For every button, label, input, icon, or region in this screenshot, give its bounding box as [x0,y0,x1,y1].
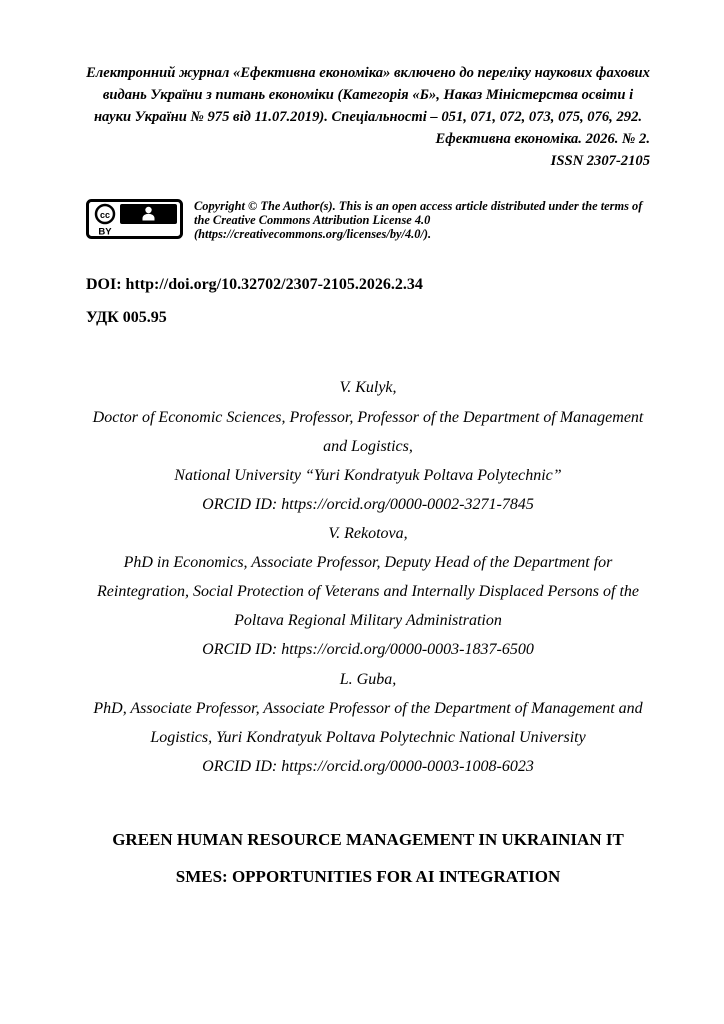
author-name: L. Guba, [339,670,397,688]
udc-line: УДК 005.95 [86,309,167,327]
doi-line: DOI: http://doi.org/10.32702/2307-2105.2026.2.34 [86,276,423,294]
journal-issue-line: Ефективна економіка. 2026. № 2. [435,130,650,147]
journal-indexing-note: Електронний журнал «Ефективна економіка» включено до переліку наукових фахових видань України з питань економіки (Категорія «Б», Наказ Міністерства освіти і науки України № 975 від 11.07.2019). Спеціальності – 051, 071, 072, 073, 075, 076, 292. [86,65,650,125]
author-orcid: ORCID ID: https://orcid.org/0000-0002-3271-7845 [202,495,534,513]
author-name: V. Rekotova, [328,525,408,542]
author-orcid: ORCID ID: https://orcid.org/0000-0003-1008-6023 [202,757,534,775]
author-orcid: ORCID ID: https://orcid.org/0000-0003-1837-6500 [202,641,534,659]
article-title: GREEN HUMAN RESOURCE MANAGEMENT IN UKRAINIAN IT SMES: OPPORTUNITIES FOR AI INTEGRATION [112,829,624,887]
issn-line: ISSN 2307-2105 [550,152,650,169]
copyright-license-text: Copyright © The Author(s). This is an open access article distributed under the terms of the Creative Commons Attribution License 4.0 (https://creativecommons.org/licenses/by/4.0/). [194,199,643,241]
by-glyph: BY [98,226,112,238]
author-affiliation: Doctor of Economic Sciences, Professor, Professor of the Department of Management and Logistics, [92,408,644,455]
cc-glyph: cc [99,210,111,221]
license-block [86,199,650,244]
author-affiliation: PhD in Economics, Associate Professor, Deputy Head of the Department for Reintegration, Social Protection of Veterans and Internally Displaced Persons of the Poltava Regional Military Administration [97,554,639,630]
authors-block [86,373,650,781]
author-affiliation: PhD, Associate Professor, Associate Professor of the Department of Management and Logistics, Yuri Kondratyuk Poltava Polytechnic National University [93,699,643,746]
author-university: National University “Yuri Kondratyuk Poltava Polytechnic” [174,466,562,484]
author-name: V. Kulyk, [339,379,397,397]
cc-by-badge-icon [86,199,183,244]
